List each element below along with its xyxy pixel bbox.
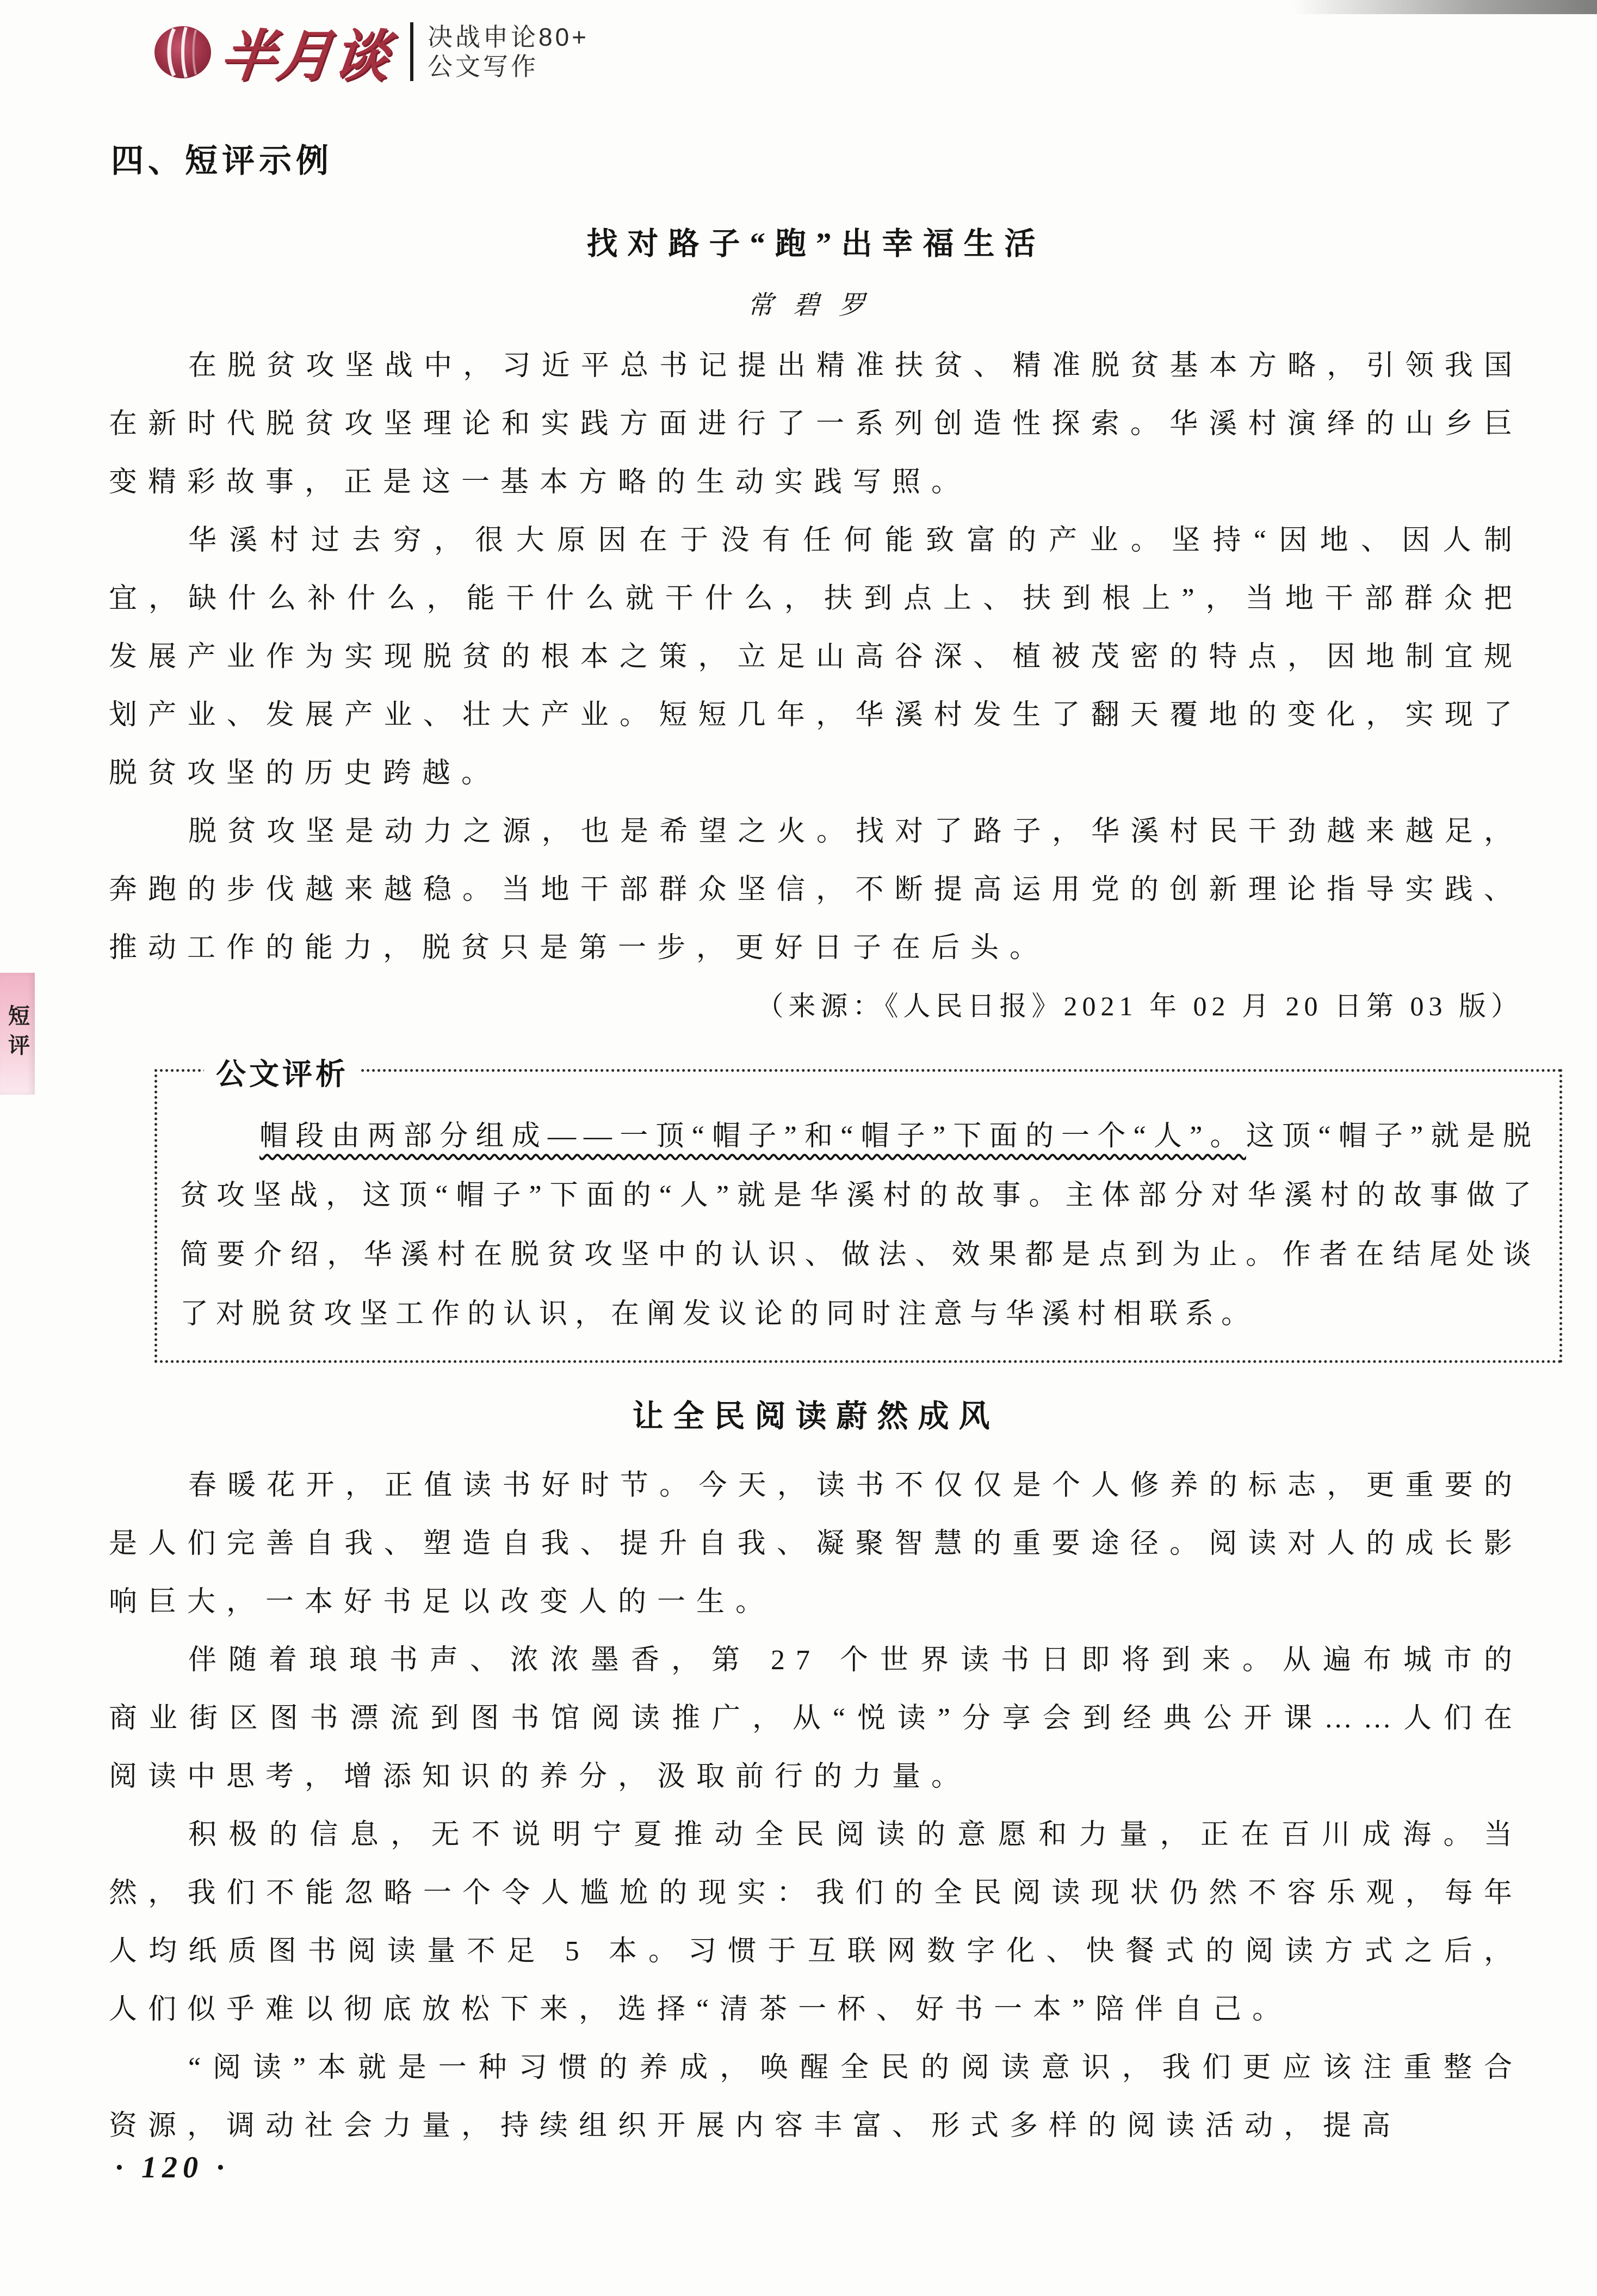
analysis-rest-text: 这顶“帽子”就是脱贫攻坚战，这顶“帽子”下面的“人”就是华溪村的故事。主体部分对华溪村的故事做了简要介绍，华溪村在脱贫攻坚中的认识、做法、效果都是点到为止。作者在结尾处谈了对脱贫攻坚工作的认识，在阐发议论的同时注意与华溪村相联系。: [180, 1121, 1539, 1330]
article2-paragraph: 春暖花开，正值读书好时节。今天，读书不仅仅是个人修养的标志，更重要的是人们完善自我、塑造自我、提升自我、凝聚智慧的重要途径。阅读对人的成长影响巨大，一本好书足以改变人的一生。: [109, 1470, 1523, 1618]
logo-wordmark: 半月谈: [217, 26, 393, 88]
section-title: 四、短评示例: [111, 143, 333, 179]
page-number: · 120 ·: [115, 2151, 230, 2184]
header-divider: [410, 22, 413, 81]
tagline-line1: 决战申论80+: [428, 23, 590, 51]
banyuetan-logo-icon: [151, 23, 215, 80]
analysis-box-label: 公文评析: [204, 1050, 361, 1093]
article1-source: （来源：《人民日报》2021 年 02 月 20 日第 03 版）: [756, 991, 1523, 1021]
article1-author: 常碧罗: [747, 291, 884, 320]
side-tab-label: 短评: [5, 1004, 29, 1063]
header-taglines: [428, 22, 589, 81]
side-tab: [0, 973, 35, 1095]
article2-paragraph: 伴随着琅琅书声、浓浓墨香，第 27 个世界读书日即将到来。从遍布城市的商业街区图书漂流到图书馆阅读推广，从“悦读”分享会到经典公开课……人们在阅读中思考，增添知识的养分，汲取前行的力量。: [109, 1645, 1523, 1792]
page-header: [151, 12, 589, 91]
article2-paragraph: 积极的信息，无不说明宁夏推动全民阅读的意愿和力量，正在百川成海。当然，我们不能忽略一个令人尴尬的现实：我们的全民阅读现状仍然不容乐观，每年人均纸质图书阅读量不足 5 本。习惯于互联网数字化、快餐式的阅读方式之后，人们似乎难以彻底放松下来，选择“清茶一杯、好书一本”陪伴自己。: [109, 1819, 1523, 2025]
article2-paragraph: “阅读”本就是一种习惯的养成，唤醒全民的阅读意识，我们更应该注重整合资源，调动社会力量，持续组织开展内容丰富、形式多样的阅读活动，提高: [109, 2052, 1523, 2141]
analysis-box: [154, 1058, 1562, 1363]
article1-paragraph: 在脱贫攻坚战中，习近平总书记提出精准扶贫、精准脱贫基本方略，引领我国在新时代脱贫攻坚理论和实践方面进行了一系列创造性探索。华溪村演绎的山乡巨变精彩故事，正是这一基本方略的生动实践写照。: [109, 350, 1523, 498]
analysis-box-text: [180, 1107, 1539, 1344]
tagline-line2: 公文写作: [428, 52, 538, 81]
page-content: [109, 219, 1539, 2155]
analysis-underlined-sentence: 帽段由两部分组成——一顶“帽子”和“帽子”下面的一个“人”。: [259, 1121, 1246, 1152]
article1-paragraph: 脱贫攻坚是动力之源，也是希望之火。找对了路子，华溪村民干劲越来越足，奔跑的步伐越来越稳。当地干部群众坚信，不断提高运用党的创新理论指导实践、推动工作的能力，脱贫只是第一步，更好日子在后头。: [109, 816, 1523, 964]
article1-title: 找对路子“跑”出幸福生活: [586, 227, 1045, 261]
article1-paragraph: 华溪村过去穷，很大原因在于没有任何能致富的产业。坚持“因地、因人制宜，缺什么补什么，能干什么就干什么，扶到点上、扶到根上”，当地干部群众把发展产业作为实现脱贫的根本之策，立足山高谷深、植被茂密的特点，因地制宜规划产业、发展产业、壮大产业。短短几年，华溪村发生了翻天覆地的变化，实现了脱贫攻坚的历史跨越。: [109, 525, 1523, 789]
scan-artifact: [1292, 0, 1597, 14]
article2-title: 让全民阅读蔚然成风: [632, 1399, 1000, 1434]
